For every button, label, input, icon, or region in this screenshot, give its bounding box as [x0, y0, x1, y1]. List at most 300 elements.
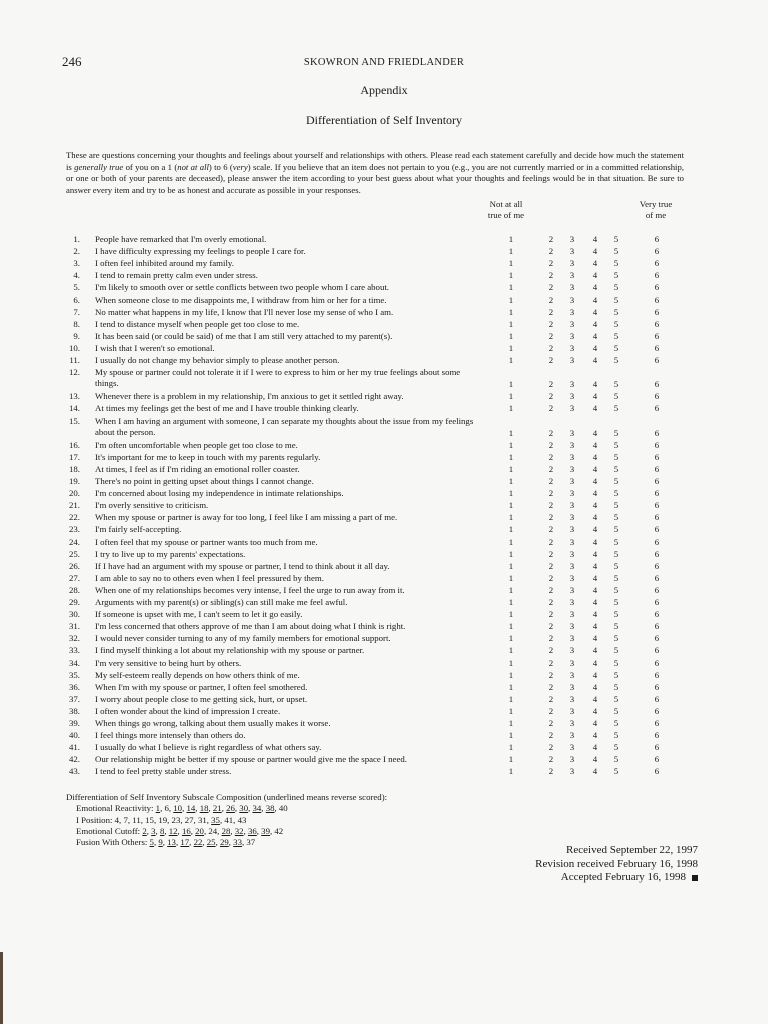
rating-option-5[interactable]: 5	[613, 584, 619, 595]
rating-option-4[interactable]: 4	[592, 766, 598, 777]
rating-option-5[interactable]: 5	[613, 597, 619, 607]
rating-option-4[interactable]: 4	[592, 282, 598, 293]
rating-option-6[interactable]: 6	[654, 548, 660, 559]
rating-option-6[interactable]: 6	[654, 657, 660, 668]
rating-option-6[interactable]: 6	[654, 754, 660, 765]
rating-option-5[interactable]: 5	[613, 439, 619, 450]
rating-option-5[interactable]: 5	[613, 234, 619, 244]
rating-option-5[interactable]: 5	[613, 342, 619, 353]
rating-option-6[interactable]: 6	[654, 524, 660, 535]
rating-option-3[interactable]: 3	[569, 572, 575, 583]
rating-option-3[interactable]: 3	[569, 621, 575, 632]
item-number: 14.	[69, 403, 80, 414]
rating-option-1[interactable]: 1	[508, 560, 514, 571]
rating-option-3[interactable]: 3	[569, 705, 575, 716]
rating-option-6[interactable]: 6	[654, 488, 660, 499]
rating-option-2[interactable]: 2	[548, 391, 554, 402]
rating-option-3[interactable]: 3	[569, 633, 575, 644]
rating-option-3[interactable]: 3	[569, 476, 575, 486]
rating-option-4[interactable]: 4	[592, 463, 598, 474]
item-statement: It has been said (or could be said) of me that I am still very attached to my parent(s).	[95, 330, 393, 341]
rating-option-2[interactable]: 2	[548, 355, 554, 365]
rating-option-3[interactable]: 3	[569, 282, 575, 293]
rating-option-2[interactable]: 2	[548, 318, 554, 329]
rating-option-6[interactable]: 6	[654, 270, 660, 281]
rating-option-6[interactable]: 6	[654, 463, 660, 474]
rating-option-6[interactable]: 6	[654, 730, 660, 741]
rating-option-1[interactable]: 1	[508, 609, 514, 620]
rating-option-1[interactable]: 1	[508, 318, 514, 329]
rating-option-5[interactable]: 5	[613, 548, 619, 559]
rating-option-2[interactable]: 2	[548, 342, 554, 353]
rating-option-6[interactable]: 6	[654, 391, 660, 402]
rating-option-4[interactable]: 4	[592, 584, 598, 595]
rating-option-1[interactable]: 1	[508, 718, 514, 728]
rating-option-2[interactable]: 2	[548, 427, 554, 438]
rating-option-5[interactable]: 5	[613, 681, 619, 692]
rating-option-5[interactable]: 5	[613, 512, 619, 523]
rating-option-5[interactable]: 5	[613, 427, 619, 438]
rating-option-2[interactable]: 2	[548, 246, 554, 257]
rating-option-5[interactable]: 5	[613, 463, 619, 474]
rating-option-2[interactable]: 2	[548, 681, 554, 692]
rating-option-5[interactable]: 5	[613, 294, 619, 305]
item-statement: I'm less concerned that others approve of me than I am about doing what I think is right.	[95, 621, 406, 632]
rating-option-6[interactable]: 6	[654, 342, 660, 353]
rating-option-3[interactable]: 3	[569, 330, 575, 341]
rating-option-1[interactable]: 1	[508, 451, 514, 462]
subscale-row: Emotional Cutoff: 2, 3, 8, 12, 16, 20, 24, 28, 32, 36, 39, 42	[76, 825, 284, 836]
reverse-scored-item: 12	[168, 825, 178, 836]
rating-option-5[interactable]: 5	[613, 657, 619, 668]
rating-option-2[interactable]: 2	[548, 451, 554, 462]
rating-option-4[interactable]: 4	[592, 318, 598, 329]
rating-option-3[interactable]: 3	[569, 403, 575, 414]
rating-option-3[interactable]: 3	[569, 294, 575, 305]
rating-option-2[interactable]: 2	[548, 560, 554, 571]
rating-option-2[interactable]: 2	[548, 730, 554, 741]
rating-option-6[interactable]: 6	[654, 718, 660, 728]
rating-option-3[interactable]: 3	[569, 391, 575, 402]
rating-option-6[interactable]: 6	[654, 330, 660, 341]
item-statement: At times, I feel as if I'm riding an emotional roller coaster.	[95, 463, 300, 474]
item-number: 12.	[69, 367, 80, 378]
rating-option-2[interactable]: 2	[548, 270, 554, 281]
rating-option-3[interactable]: 3	[569, 645, 575, 656]
reverse-scored-item: 18	[199, 803, 209, 814]
rating-option-3[interactable]: 3	[569, 439, 575, 450]
rating-option-6[interactable]: 6	[654, 597, 660, 607]
rating-option-5[interactable]: 5	[613, 488, 619, 499]
rating-option-5[interactable]: 5	[613, 318, 619, 329]
rating-option-4[interactable]: 4	[592, 633, 598, 644]
rating-option-1[interactable]: 1	[508, 282, 514, 293]
rating-option-4[interactable]: 4	[592, 488, 598, 499]
rating-option-6[interactable]: 6	[654, 427, 660, 438]
rating-option-5[interactable]: 5	[613, 306, 619, 317]
rating-option-5[interactable]: 5	[613, 403, 619, 414]
rating-option-4[interactable]: 4	[592, 379, 598, 390]
rating-option-4[interactable]: 4	[592, 730, 598, 741]
rating-option-1[interactable]: 1	[508, 488, 514, 499]
subscale-item: 11	[132, 814, 141, 825]
rating-option-2[interactable]: 2	[548, 597, 554, 607]
rating-option-4[interactable]: 4	[592, 524, 598, 535]
rating-option-3[interactable]: 3	[569, 681, 575, 692]
rating-option-1[interactable]: 1	[508, 306, 514, 317]
rating-option-2[interactable]: 2	[548, 621, 554, 632]
item-statement: I worry about people close to me getting sick, hurt, or upset.	[95, 693, 308, 704]
rating-option-2[interactable]: 2	[548, 258, 554, 269]
rating-option-2[interactable]: 2	[548, 500, 554, 511]
rating-option-4[interactable]: 4	[592, 512, 598, 523]
rating-option-4[interactable]: 4	[592, 306, 598, 317]
rating-option-6[interactable]: 6	[654, 645, 660, 656]
item-statement: When one of my relationships becomes very intense, I feel the urge to run away from it.	[95, 584, 405, 595]
rating-option-1[interactable]: 1	[508, 355, 514, 365]
rating-option-4[interactable]: 4	[592, 681, 598, 692]
rating-option-5[interactable]: 5	[613, 718, 619, 728]
rating-option-6[interactable]: 6	[654, 693, 660, 704]
item-number: 37.	[69, 693, 80, 704]
rating-option-6[interactable]: 6	[654, 476, 660, 486]
rating-option-4[interactable]: 4	[592, 718, 598, 728]
rating-option-2[interactable]: 2	[548, 330, 554, 341]
rating-option-3[interactable]: 3	[569, 584, 575, 595]
rating-option-2[interactable]: 2	[548, 693, 554, 704]
item-statement: I'm overly sensitive to criticism.	[95, 500, 209, 511]
rating-option-1[interactable]: 1	[508, 234, 514, 244]
rating-option-4[interactable]: 4	[592, 451, 598, 462]
rating-option-1[interactable]: 1	[508, 463, 514, 474]
rating-option-3[interactable]: 3	[569, 379, 575, 390]
rating-option-5[interactable]: 5	[613, 705, 619, 716]
rating-option-1[interactable]: 1	[508, 754, 514, 765]
rating-option-2[interactable]: 2	[548, 488, 554, 499]
rating-option-4[interactable]: 4	[592, 597, 598, 607]
rating-option-6[interactable]: 6	[654, 234, 660, 244]
rating-option-2[interactable]: 2	[548, 633, 554, 644]
item-statement: I am able to say no to others even when I feel pressured by them.	[95, 572, 324, 583]
rating-option-1[interactable]: 1	[508, 500, 514, 511]
rating-option-4[interactable]: 4	[592, 536, 598, 547]
rating-option-6[interactable]: 6	[654, 379, 660, 390]
rating-option-1[interactable]: 1	[508, 766, 514, 777]
rating-option-2[interactable]: 2	[548, 294, 554, 305]
rating-option-5[interactable]: 5	[613, 330, 619, 341]
rating-option-2[interactable]: 2	[548, 754, 554, 765]
rating-option-3[interactable]: 3	[569, 609, 575, 620]
rating-option-5[interactable]: 5	[613, 693, 619, 704]
rating-option-2[interactable]: 2	[548, 524, 554, 535]
item-statement: At times my feelings get the best of me and I have trouble thinking clearly.	[95, 403, 359, 414]
rating-option-6[interactable]: 6	[654, 560, 660, 571]
rating-option-3[interactable]: 3	[569, 524, 575, 535]
subscale-composition	[66, 792, 387, 848]
rating-option-4[interactable]: 4	[592, 427, 598, 438]
rating-option-2[interactable]: 2	[548, 742, 554, 753]
rating-option-5[interactable]: 5	[613, 379, 619, 390]
rating-option-6[interactable]: 6	[654, 669, 660, 680]
rating-option-3[interactable]: 3	[569, 427, 575, 438]
rating-option-1[interactable]: 1	[508, 476, 514, 486]
rating-option-4[interactable]: 4	[592, 439, 598, 450]
rating-option-6[interactable]: 6	[654, 306, 660, 317]
instructions-paragraph	[66, 150, 684, 196]
rating-option-2[interactable]: 2	[548, 476, 554, 486]
rating-option-5[interactable]: 5	[613, 560, 619, 571]
rating-option-4[interactable]: 4	[592, 742, 598, 753]
rating-option-5[interactable]: 5	[613, 282, 619, 293]
rating-option-4[interactable]: 4	[592, 657, 598, 668]
rating-option-1[interactable]: 1	[508, 330, 514, 341]
rating-option-1[interactable]: 1	[508, 270, 514, 281]
rating-option-2[interactable]: 2	[548, 548, 554, 559]
rating-option-6[interactable]: 6	[654, 766, 660, 777]
reverse-scored-item: 21	[212, 803, 222, 814]
rating-option-1[interactable]: 1	[508, 669, 514, 680]
rating-option-4[interactable]: 4	[592, 355, 598, 365]
item-number: 26.	[69, 560, 80, 571]
rating-option-4[interactable]: 4	[592, 572, 598, 583]
rating-option-3[interactable]: 3	[569, 730, 575, 741]
rating-option-2[interactable]: 2	[548, 536, 554, 547]
rating-option-3[interactable]: 3	[569, 270, 575, 281]
rating-option-6[interactable]: 6	[654, 742, 660, 753]
rating-option-5[interactable]: 5	[613, 270, 619, 281]
rating-option-1[interactable]: 1	[508, 439, 514, 450]
item-statement: It's important for me to keep in touch with my parents regularly.	[95, 451, 321, 462]
rating-option-1[interactable]: 1	[508, 379, 514, 390]
rating-option-4[interactable]: 4	[592, 609, 598, 620]
rating-option-3[interactable]: 3	[569, 355, 575, 365]
rating-option-1[interactable]: 1	[508, 403, 514, 414]
rating-option-5[interactable]: 5	[613, 355, 619, 365]
rating-option-4[interactable]: 4	[592, 342, 598, 353]
revision-date: Revision received February 16, 1998	[535, 857, 698, 870]
rating-option-4[interactable]: 4	[592, 754, 598, 765]
rating-option-3[interactable]: 3	[569, 597, 575, 607]
rating-option-4[interactable]: 4	[592, 403, 598, 414]
reverse-scored-item: 1	[155, 803, 161, 814]
rating-option-5[interactable]: 5	[613, 633, 619, 644]
rating-option-6[interactable]: 6	[654, 294, 660, 305]
rating-option-3[interactable]: 3	[569, 306, 575, 317]
rating-option-1[interactable]: 1	[508, 730, 514, 741]
rating-option-6[interactable]: 6	[654, 403, 660, 414]
item-statement: When I am having an argument with someone, I can separate my thoughts about the issue from my feelings about the person.	[95, 415, 474, 437]
rating-option-3[interactable]: 3	[569, 536, 575, 547]
rating-option-5[interactable]: 5	[613, 645, 619, 656]
rating-option-1[interactable]: 1	[508, 258, 514, 269]
rating-option-4[interactable]: 4	[592, 705, 598, 716]
rating-option-5[interactable]: 5	[613, 246, 619, 257]
rating-option-2[interactable]: 2	[548, 306, 554, 317]
rating-option-2[interactable]: 2	[548, 609, 554, 620]
reverse-scored-item: 36	[247, 825, 257, 836]
rating-option-5[interactable]: 5	[613, 754, 619, 765]
rating-option-3[interactable]: 3	[569, 258, 575, 269]
rating-option-3[interactable]: 3	[569, 512, 575, 523]
rating-option-5[interactable]: 5	[613, 391, 619, 402]
rating-option-4[interactable]: 4	[592, 645, 598, 656]
rating-option-2[interactable]: 2	[548, 645, 554, 656]
instructions-text: ) to 6 (	[208, 161, 233, 172]
rating-option-1[interactable]: 1	[508, 294, 514, 305]
rating-option-1[interactable]: 1	[508, 657, 514, 668]
rating-option-2[interactable]: 2	[548, 766, 554, 777]
item-statement: I feel things more intensely than others do.	[95, 730, 246, 741]
rating-option-4[interactable]: 4	[592, 669, 598, 680]
item-statement: When things go wrong, talking about them usually makes it worse.	[95, 718, 331, 728]
rating-option-2[interactable]: 2	[548, 403, 554, 414]
rating-option-5[interactable]: 5	[613, 621, 619, 632]
rating-option-5[interactable]: 5	[613, 258, 619, 269]
rating-option-6[interactable]: 6	[654, 318, 660, 329]
rating-option-6[interactable]: 6	[654, 512, 660, 523]
rating-option-2[interactable]: 2	[548, 379, 554, 390]
rating-option-1[interactable]: 1	[508, 645, 514, 656]
rating-option-5[interactable]: 5	[613, 524, 619, 535]
rating-option-4[interactable]: 4	[592, 234, 598, 244]
rating-option-4[interactable]: 4	[592, 560, 598, 571]
rating-option-2[interactable]: 2	[548, 282, 554, 293]
subscale-item: 15	[145, 814, 154, 825]
item-statement: I find myself thinking a lot about my relationship with my spouse or partner.	[95, 645, 365, 656]
item-statement: I try to live up to my parents' expectations.	[95, 548, 246, 559]
rating-option-2[interactable]: 2	[548, 669, 554, 680]
item-number: 33.	[69, 645, 80, 656]
rating-option-1[interactable]: 1	[508, 572, 514, 583]
rating-option-5[interactable]: 5	[613, 742, 619, 753]
rating-option-5[interactable]: 5	[613, 730, 619, 741]
rating-option-2[interactable]: 2	[548, 584, 554, 595]
rating-option-5[interactable]: 5	[613, 451, 619, 462]
rating-option-1[interactable]: 1	[508, 742, 514, 753]
rating-option-1[interactable]: 1	[508, 584, 514, 595]
rating-option-1[interactable]: 1	[508, 427, 514, 438]
rating-option-2[interactable]: 2	[548, 705, 554, 716]
rating-option-5[interactable]: 5	[613, 536, 619, 547]
rating-option-6[interactable]: 6	[654, 572, 660, 583]
rating-option-3[interactable]: 3	[569, 754, 575, 765]
rating-option-3[interactable]: 3	[569, 246, 575, 257]
rating-option-5[interactable]: 5	[613, 766, 619, 777]
rating-option-1[interactable]: 1	[508, 536, 514, 547]
rating-option-6[interactable]: 6	[654, 609, 660, 620]
rating-option-4[interactable]: 4	[592, 621, 598, 632]
rating-option-6[interactable]: 6	[654, 258, 660, 269]
rating-option-1[interactable]: 1	[508, 693, 514, 704]
rating-option-3[interactable]: 3	[569, 766, 575, 777]
rating-option-5[interactable]: 5	[613, 500, 619, 511]
rating-option-3[interactable]: 3	[569, 500, 575, 511]
rating-option-6[interactable]: 6	[654, 246, 660, 257]
rating-option-1[interactable]: 1	[508, 705, 514, 716]
rating-option-4[interactable]: 4	[592, 500, 598, 511]
rating-option-4[interactable]: 4	[592, 693, 598, 704]
rating-option-1[interactable]: 1	[508, 342, 514, 353]
rating-option-3[interactable]: 3	[569, 318, 575, 329]
rating-option-6[interactable]: 6	[654, 621, 660, 632]
rating-option-3[interactable]: 3	[569, 463, 575, 474]
rating-option-1[interactable]: 1	[508, 681, 514, 692]
rating-option-6[interactable]: 6	[654, 355, 660, 365]
rating-option-4[interactable]: 4	[592, 391, 598, 402]
rating-option-4[interactable]: 4	[592, 548, 598, 559]
rating-option-3[interactable]: 3	[569, 548, 575, 559]
rating-option-2[interactable]: 2	[548, 657, 554, 668]
rating-option-3[interactable]: 3	[569, 669, 575, 680]
rating-option-6[interactable]: 6	[654, 705, 660, 716]
rating-option-6[interactable]: 6	[654, 584, 660, 595]
rating-option-4[interactable]: 4	[592, 330, 598, 341]
rating-option-6[interactable]: 6	[654, 451, 660, 462]
rating-option-3[interactable]: 3	[569, 451, 575, 462]
rating-option-4[interactable]: 4	[592, 294, 598, 305]
rating-option-4[interactable]: 4	[592, 246, 598, 257]
rating-option-2[interactable]: 2	[548, 463, 554, 474]
rating-option-2[interactable]: 2	[548, 439, 554, 450]
rating-option-3[interactable]: 3	[569, 560, 575, 571]
rating-option-1[interactable]: 1	[508, 246, 514, 257]
rating-option-6[interactable]: 6	[654, 633, 660, 644]
reverse-scored-item: 33	[233, 837, 242, 848]
rating-option-6[interactable]: 6	[654, 439, 660, 450]
rating-option-1[interactable]: 1	[508, 524, 514, 535]
rating-option-3[interactable]: 3	[569, 693, 575, 704]
rating-option-3[interactable]: 3	[569, 657, 575, 668]
rating-option-6[interactable]: 6	[654, 536, 660, 547]
rating-option-1[interactable]: 1	[508, 512, 514, 523]
item-statement: People have remarked that I'm overly emotional.	[95, 234, 267, 244]
item-number: 6.	[73, 294, 80, 305]
rating-option-6[interactable]: 6	[654, 681, 660, 692]
rating-option-1[interactable]: 1	[508, 633, 514, 644]
rating-option-5[interactable]: 5	[613, 609, 619, 620]
rating-option-1[interactable]: 1	[508, 391, 514, 402]
rating-option-3[interactable]: 3	[569, 234, 575, 244]
rating-option-2[interactable]: 2	[548, 572, 554, 583]
item-number: 22.	[69, 512, 80, 523]
rating-option-5[interactable]: 5	[613, 669, 619, 680]
rating-option-2[interactable]: 2	[548, 718, 554, 728]
item-statement: I would never consider turning to any of my family members for emotional support.	[95, 633, 391, 644]
rating-option-4[interactable]: 4	[592, 258, 598, 269]
rating-option-5[interactable]: 5	[613, 572, 619, 583]
rating-option-6[interactable]: 6	[654, 282, 660, 293]
item-number: 5.	[73, 282, 80, 293]
subscale-item: 23	[171, 814, 181, 825]
item-number: 20.	[69, 488, 80, 499]
rating-option-1[interactable]: 1	[508, 548, 514, 559]
rating-option-3[interactable]: 3	[569, 488, 575, 499]
reverse-scored-item: 8	[159, 825, 165, 836]
rating-option-4[interactable]: 4	[592, 270, 598, 281]
item-statement: I'm likely to smooth over or settle conflicts between two people whom I care about.	[95, 282, 389, 293]
rating-option-4[interactable]: 4	[592, 476, 598, 486]
rating-option-1[interactable]: 1	[508, 597, 514, 607]
rating-option-1[interactable]: 1	[508, 621, 514, 632]
rating-option-5[interactable]: 5	[613, 476, 619, 486]
rating-option-2[interactable]: 2	[548, 512, 554, 523]
rating-option-6[interactable]: 6	[654, 500, 660, 511]
rating-option-3[interactable]: 3	[569, 342, 575, 353]
rating-option-3[interactable]: 3	[569, 718, 575, 728]
reverse-scored-item: 32	[234, 825, 244, 836]
rating-option-2[interactable]: 2	[548, 234, 554, 244]
rating-option-3[interactable]: 3	[569, 742, 575, 753]
